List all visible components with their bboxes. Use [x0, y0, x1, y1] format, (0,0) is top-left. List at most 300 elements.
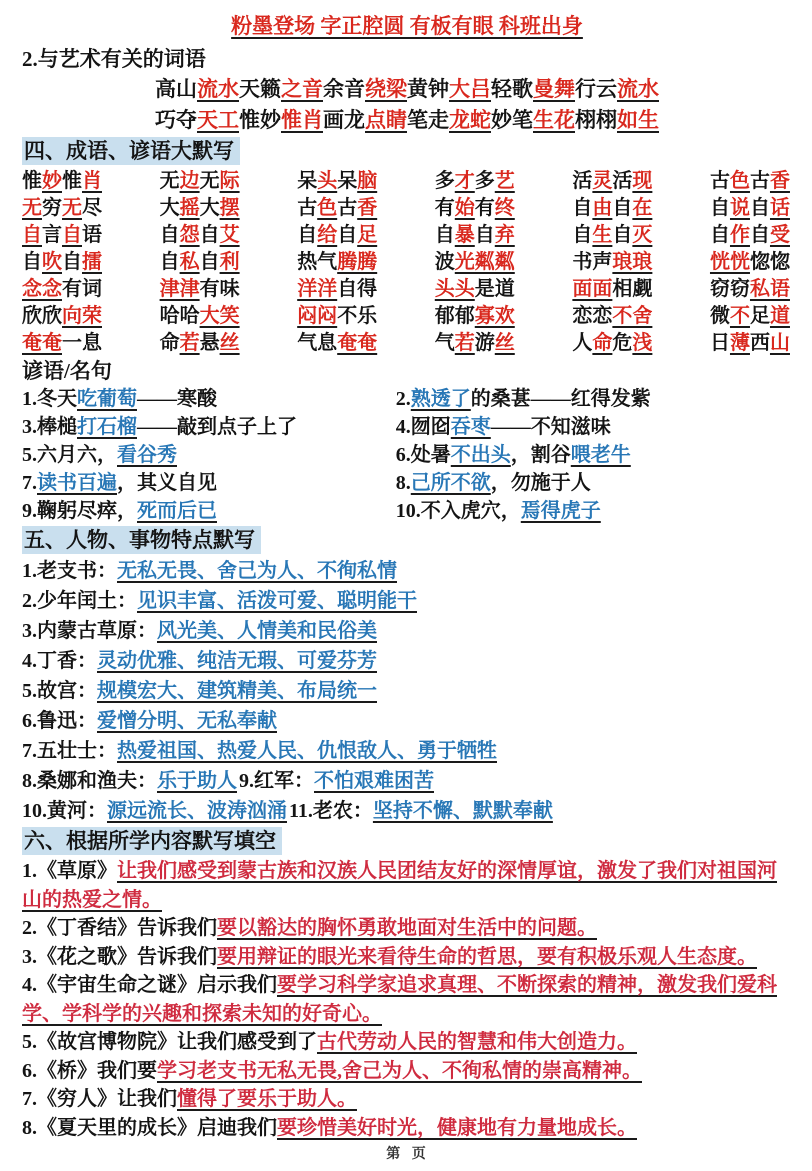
plain-segment: 自 — [337, 224, 358, 246]
trait-row — [22, 796, 792, 826]
answer-segment: 灭 — [632, 224, 653, 246]
plain-segment: 自得 — [337, 278, 378, 300]
trait-label: 5.故宫： — [22, 680, 97, 702]
answer-segment: 大吕 — [449, 77, 491, 101]
plain-segment: 7. — [22, 472, 37, 494]
trait-label: 4.丁香： — [22, 650, 97, 672]
answer-segment: 无 — [22, 197, 42, 219]
plain-segment: 古 — [297, 197, 318, 219]
idiom-cell — [435, 195, 515, 222]
plain-segment: 一息 — [62, 332, 102, 354]
trait-answer: 风光美、人情美和民俗美 — [157, 620, 377, 642]
trait-answer: 灵动优雅、纯洁无瑕、可爱芬芳 — [97, 650, 377, 672]
answer-segment: 如生 — [617, 108, 659, 132]
answer-segment: 天工 — [197, 108, 239, 132]
fill-in-list — [22, 857, 792, 1142]
plain-segment: ，割谷 — [510, 444, 571, 466]
answer-segment: 若 — [454, 332, 475, 354]
fill-in-label: 4.《宇宙生命之谜》启示我们 — [22, 974, 277, 996]
proverb-item — [396, 497, 792, 525]
plain-segment: 自 — [749, 197, 770, 219]
proverb-item — [22, 469, 396, 497]
plain-segment: 惟 — [62, 170, 82, 192]
answer-segment: 津津 — [159, 278, 200, 300]
red-title-line — [22, 12, 792, 40]
plain-segment: 气息 — [297, 332, 338, 354]
answer-segment: 看谷秀 — [117, 444, 177, 466]
answer-segment: 焉得虎子 — [520, 500, 601, 522]
answer-segment: 龙蛇 — [449, 108, 491, 132]
answer-segment: 香 — [769, 170, 790, 192]
trait-pair — [22, 710, 277, 732]
answer-segment: 脑 — [357, 170, 378, 192]
answer-segment: 不出头 — [450, 444, 511, 466]
plain-segment: 4.囫囵 — [395, 416, 451, 438]
idiom-cell — [297, 330, 377, 357]
trait-row — [22, 676, 792, 706]
trait-answer: 见识丰富、活泼可爱、聪明能干 — [137, 590, 417, 612]
answer-segment: 话 — [769, 197, 790, 219]
answer-segment: 头 — [317, 170, 338, 192]
idiom-cell — [160, 303, 240, 330]
plain-segment: 妙笔 — [491, 108, 533, 132]
answer-segment: 丝 — [219, 332, 240, 354]
plain-segment: 活 — [572, 170, 593, 192]
proverb-item — [396, 469, 792, 497]
answer-segment: 给 — [317, 224, 338, 246]
answer-segment: 不舍 — [612, 305, 653, 327]
trait-label: 9.红军： — [239, 770, 314, 792]
answer-segment: 若 — [179, 332, 200, 354]
answer-segment: 现 — [632, 170, 653, 192]
fill-in-answer: 要以豁达的胸怀勇敢地面对生活中的问题。 — [217, 917, 597, 939]
trait-pair — [22, 620, 377, 642]
idiom-cell — [160, 330, 240, 357]
plain-segment: 无 — [199, 170, 220, 192]
plain-segment: 日 — [709, 332, 730, 354]
fill-in-answer: 学习老支书无私无畏,舍己为人、不徇私情的崇高精神。 — [157, 1059, 642, 1082]
plain-segment: 无 — [159, 170, 180, 192]
idiom-cell — [710, 330, 790, 357]
plain-segment: ——不知滋味 — [490, 416, 611, 438]
trait-pair — [289, 800, 553, 822]
answer-segment: 头头 — [434, 278, 475, 300]
fill-in-item — [22, 1085, 792, 1114]
trait-row — [22, 616, 792, 646]
idiom-cell — [710, 195, 790, 222]
plain-segment: 有 — [434, 197, 455, 219]
idiom-cell — [435, 168, 515, 195]
trait-label: 2.少年闰土： — [22, 590, 137, 612]
answer-segment: 山 — [769, 332, 790, 354]
answer-segment: 摆 — [219, 197, 240, 219]
answer-segment: 足 — [357, 224, 378, 246]
answer-segment: 吹 — [42, 251, 62, 273]
idiom-cell — [435, 330, 515, 357]
answer-segment: 终 — [494, 197, 515, 219]
answer-segment: 擂 — [82, 251, 102, 273]
answer-segment: 闷闷 — [297, 305, 338, 327]
plain-segment: 游 — [474, 332, 495, 354]
answer-segment: 艺 — [494, 170, 515, 192]
idiom-cell — [297, 222, 377, 249]
trait-row — [22, 766, 792, 796]
trait-pair — [22, 650, 377, 672]
plain-segment: 3.棒槌 — [22, 416, 77, 438]
plain-segment: 6.处暑 — [395, 444, 451, 466]
answer-segment: 面面 — [572, 278, 613, 300]
idiom-cell — [22, 168, 102, 195]
plain-segment: 自 — [612, 224, 633, 246]
section4-header — [22, 137, 792, 165]
answer-segment: 读书百遍 — [37, 472, 117, 494]
proverb-item — [22, 441, 396, 469]
proverbs-heading: 谚语/名句 — [22, 359, 112, 383]
answer-segment: 粉墨登场 字正腔圆 有板有眼 科班出身 — [231, 14, 583, 38]
plain-segment: 相觑 — [612, 278, 653, 300]
trait-answer: 热爱祖国、热爱人民、仇恨敌人、勇于牺牲 — [117, 740, 497, 762]
plain-segment: 危 — [612, 332, 633, 354]
answer-segment: 洋洋 — [297, 278, 338, 300]
answer-segment: 向荣 — [62, 305, 102, 327]
idiom-cell — [297, 303, 377, 330]
plain-segment: 语 — [82, 224, 102, 246]
trait-row — [22, 646, 792, 676]
trait-row — [22, 556, 792, 586]
idiom-cell — [22, 222, 102, 249]
plain-segment: 古 — [337, 197, 358, 219]
plain-segment: 5.六月六， — [22, 444, 117, 466]
plain-segment: 多 — [474, 170, 495, 192]
trait-pair — [22, 560, 397, 582]
plain-segment: 活 — [612, 170, 633, 192]
idiom-cell — [710, 168, 790, 195]
idiom-cell — [572, 330, 652, 357]
plain-segment: 呆 — [337, 170, 358, 192]
plain-segment: 8. — [395, 472, 411, 494]
art-words-line — [22, 74, 792, 105]
plain-segment: 画龙 — [323, 108, 365, 132]
proverbs-list — [22, 385, 792, 525]
idiom-cell — [572, 222, 652, 249]
answer-segment: 喂老牛 — [570, 444, 631, 466]
idiom-cell — [435, 276, 515, 303]
plain-segment: 哈哈 — [159, 305, 200, 327]
idiom-grid — [22, 168, 790, 357]
plain-segment: 热气 — [297, 251, 338, 273]
plain-segment: 的桑葚——红得发紫 — [470, 388, 651, 410]
plain-segment: 自 — [159, 224, 180, 246]
fill-in-answer: 让我们感受到蒙古族和汉族人民团结友好的深情厚谊，激发了我们对祖国河山的热爱之情。 — [22, 860, 777, 911]
answer-segment: 念念 — [22, 278, 62, 300]
idiom-cell — [22, 276, 102, 303]
plain-segment: 人 — [572, 332, 593, 354]
plain-segment: 大 — [199, 197, 220, 219]
idiom-cell — [297, 276, 377, 303]
answer-segment: 摇 — [179, 197, 200, 219]
plain-segment: 惚惚 — [749, 251, 790, 273]
plain-segment: 自 — [709, 197, 730, 219]
fill-in-label: 6.《桥》我们要 — [22, 1059, 157, 1082]
plain-segment: 9.鞠躬尽瘁， — [22, 500, 137, 522]
art-words-block — [22, 74, 792, 136]
answer-segment: 寡欢 — [474, 305, 515, 327]
trait-pair — [22, 770, 237, 792]
answer-segment: 香 — [357, 197, 378, 219]
answer-segment: 怨 — [179, 224, 200, 246]
plain-segment: 书声 — [572, 251, 613, 273]
trait-row — [22, 586, 792, 616]
trait-pair — [22, 590, 417, 612]
traits-list — [22, 556, 792, 826]
answer-segment: 暴 — [454, 224, 475, 246]
plain-segment: 自 — [612, 197, 633, 219]
plain-segment: 惟 — [22, 170, 42, 192]
answer-segment: 色 — [317, 197, 338, 219]
plain-segment: 尽 — [82, 197, 102, 219]
section5-header-text: 五、人物、事物特点默写 — [22, 526, 261, 554]
plain-segment: 高山 — [155, 77, 197, 101]
answer-segment: 点睛 — [365, 108, 407, 132]
idiom-cell — [572, 276, 652, 303]
trait-answer: 爱憎分明、无私奉献 — [97, 710, 277, 732]
answer-segment: 说 — [729, 197, 750, 219]
proverb-item — [396, 441, 792, 469]
answer-segment: 流水 — [617, 77, 659, 101]
plain-segment: 栩栩 — [575, 108, 617, 132]
answer-segment: 己所不欲 — [410, 472, 491, 494]
answer-segment: 奄奄 — [22, 332, 62, 354]
trait-pair — [239, 770, 434, 792]
trait-answer: 坚持不懈、默默奉献 — [372, 800, 553, 822]
answer-segment: 腾腾 — [337, 251, 378, 273]
plain-segment: 郁郁 — [434, 305, 475, 327]
answer-segment: 私语 — [749, 278, 790, 300]
idiom-cell — [710, 303, 790, 330]
answer-segment: 光粼粼 — [454, 251, 515, 273]
answer-segment: 艾 — [219, 224, 240, 246]
answer-segment: 不 — [729, 305, 750, 327]
fill-in-item — [22, 971, 792, 1028]
trait-label: 1.老支书： — [22, 560, 117, 582]
idiom-cell — [297, 249, 377, 276]
section4-header-text: 四、成语、谚语大默写 — [22, 137, 240, 165]
answer-segment: 利 — [219, 251, 240, 273]
plain-segment: 黄钟 — [407, 77, 449, 101]
plain-segment: ，其义自见 — [117, 472, 217, 494]
answer-segment: 浅 — [632, 332, 653, 354]
plain-segment: 自 — [62, 251, 82, 273]
fill-in-label: 8.《夏天里的成长》启迪我们 — [22, 1116, 277, 1139]
plain-segment: 多 — [434, 170, 455, 192]
answer-segment: 恍恍 — [709, 251, 750, 273]
idiom-cell — [572, 303, 652, 330]
plain-segment: 欣欣 — [22, 305, 62, 327]
plain-segment: 自 — [572, 224, 593, 246]
answer-segment: 打石榴 — [77, 416, 137, 438]
fill-in-answer: 要珍惜美好时光，健康地有力量地成长。 — [277, 1116, 637, 1139]
plain-segment: 笔走 — [407, 108, 449, 132]
plain-segment: 天籁 — [239, 77, 281, 101]
answer-segment: 吃葡萄 — [77, 388, 137, 410]
trait-label: 11.老农： — [289, 800, 373, 822]
plain-segment: 自 — [474, 224, 495, 246]
plain-segment: 自 — [297, 224, 318, 246]
idiom-cell — [160, 249, 240, 276]
trait-pair — [22, 800, 287, 822]
page-footer: 第 页 — [386, 1147, 426, 1162]
plain-segment: ，勿施于人 — [490, 472, 591, 494]
trait-pair — [22, 680, 377, 702]
trait-answer: 源远流长、波涛汹涌 — [107, 800, 287, 822]
answer-segment: 在 — [632, 197, 653, 219]
plain-segment: 微 — [709, 305, 730, 327]
trait-label: 7.五壮士： — [22, 740, 117, 762]
plain-segment: 古 — [709, 170, 730, 192]
idiom-cell — [435, 249, 515, 276]
plain-segment: 有 — [474, 197, 495, 219]
plain-segment: 呆 — [297, 170, 318, 192]
answer-segment: 曼舞 — [533, 77, 575, 101]
fill-in-item — [22, 1057, 792, 1086]
plain-segment: ——敲到点子上了 — [137, 416, 297, 438]
trait-pair — [22, 740, 497, 762]
answer-segment: 奄奄 — [337, 332, 378, 354]
section6-header-text: 六、根据所学内容默写填空 — [22, 827, 282, 855]
plain-segment: 自 — [434, 224, 455, 246]
plain-segment: 波 — [434, 251, 455, 273]
plain-segment: 命 — [159, 332, 180, 354]
proverb-item — [22, 497, 396, 525]
trait-answer: 无私无畏、舍己为人、不徇私情 — [117, 560, 397, 582]
answer-segment: 之音 — [281, 77, 323, 101]
answer-segment: 自 — [22, 224, 42, 246]
idiom-cell — [160, 222, 240, 249]
proverb-item — [22, 413, 396, 441]
answer-segment: 大笑 — [199, 305, 240, 327]
fill-in-answer: 要用辩证的眼光来看待生命的哲思，要有积极乐观人生态度。 — [217, 945, 757, 968]
trait-label: 8.桑娜和渔夫： — [22, 770, 157, 792]
answer-segment: 妙 — [42, 170, 62, 192]
answer-segment: 弃 — [494, 224, 515, 246]
answer-segment: 命 — [592, 332, 613, 354]
fill-in-label: 1.《草原》 — [22, 860, 117, 882]
answer-segment: 受 — [769, 224, 790, 246]
answer-segment: 流水 — [197, 77, 239, 101]
plain-segment: 悬 — [199, 332, 220, 354]
plain-segment: ——寒酸 — [137, 388, 217, 410]
answer-segment: 肖 — [82, 170, 102, 192]
answer-segment: 绕梁 — [365, 77, 407, 101]
plain-segment: 自 — [199, 251, 220, 273]
idiom-cell — [297, 168, 377, 195]
answer-segment: 自 — [62, 224, 82, 246]
answer-segment: 色 — [729, 170, 750, 192]
fill-in-answer: 古代劳动人民的智慧和伟大创造力。 — [317, 1031, 637, 1053]
answer-segment: 灵 — [592, 170, 613, 192]
answer-segment: 生花 — [533, 108, 575, 132]
idiom-cell — [22, 330, 102, 357]
idiom-cell — [160, 195, 240, 222]
trait-answer: 乐于助人 — [157, 770, 237, 792]
answer-segment: 私 — [179, 251, 200, 273]
plain-segment: 古 — [749, 170, 770, 192]
trait-label: 10.黄河： — [22, 800, 107, 822]
plain-segment: 自 — [22, 251, 42, 273]
answer-segment: 丝 — [494, 332, 515, 354]
plain-segment: 巧夺 — [155, 108, 197, 132]
plain-segment: 轻歌 — [491, 77, 533, 101]
trait-label: 6.鲁迅： — [22, 710, 97, 732]
proverb-item — [396, 385, 792, 413]
answer-segment: 吞枣 — [450, 416, 491, 438]
idiom-cell — [160, 276, 240, 303]
art-words-line — [22, 105, 792, 136]
answer-segment: 死而后已 — [137, 500, 217, 522]
proverb-item — [396, 413, 792, 441]
fill-in-item — [22, 1028, 792, 1057]
answer-segment: 熟透了 — [410, 388, 471, 410]
answer-segment: 边 — [179, 170, 200, 192]
answer-segment: 始 — [454, 197, 475, 219]
plain-segment: 自 — [572, 197, 593, 219]
plain-segment: 气 — [434, 332, 455, 354]
answer-segment: 际 — [219, 170, 240, 192]
section6-header — [22, 827, 792, 855]
answer-segment: 才 — [454, 170, 475, 192]
plain-segment: 自 — [159, 251, 180, 273]
answer-segment: 琅琅 — [612, 251, 653, 273]
plain-segment: 恋恋 — [572, 305, 613, 327]
plain-segment: 有味 — [199, 278, 240, 300]
idiom-cell — [435, 222, 515, 249]
fill-in-label: 5.《故宫博物院》让我们感受到了 — [22, 1031, 317, 1053]
fill-in-item — [22, 914, 792, 943]
trait-row — [22, 706, 792, 736]
answer-segment: 生 — [592, 224, 613, 246]
plain-segment: 窃窃 — [709, 278, 750, 300]
fill-in-answer: 要学习科学家追求真理、不断探索的精神，激发我们爱科学、学科学的兴趣和探索未知的好奇心。 — [22, 974, 777, 1025]
answer-segment: 薄 — [729, 332, 750, 354]
plain-segment: 言 — [42, 224, 62, 246]
art-words-heading: 2.与艺术有关的词语 — [22, 47, 206, 71]
plain-segment: 足 — [749, 305, 770, 327]
fill-in-item — [22, 857, 792, 914]
fill-in-label: 7.《穷人》让我们 — [22, 1088, 177, 1110]
answer-segment: 作 — [729, 224, 750, 246]
plain-segment: 是道 — [474, 278, 515, 300]
idiom-cell — [710, 222, 790, 249]
fill-in-label: 3.《花之歌》告诉我们 — [22, 945, 217, 968]
plain-segment: 有词 — [62, 278, 102, 300]
trait-label: 3.内蒙古草原： — [22, 620, 157, 642]
idiom-cell — [22, 195, 102, 222]
idiom-cell — [572, 195, 652, 222]
plain-segment: 自 — [709, 224, 730, 246]
idiom-cell — [710, 276, 790, 303]
idiom-cell — [22, 303, 102, 330]
trait-answer: 规模宏大、建筑精美、布局统一 — [97, 680, 377, 702]
plain-segment: 西 — [749, 332, 770, 354]
idiom-cell — [160, 168, 240, 195]
idiom-cell — [572, 249, 652, 276]
plain-segment: 不乐 — [337, 305, 378, 327]
trait-row — [22, 736, 792, 766]
plain-segment: 余音 — [323, 77, 365, 101]
idiom-cell — [435, 303, 515, 330]
plain-segment: 行云 — [575, 77, 617, 101]
section5-header — [22, 526, 792, 554]
